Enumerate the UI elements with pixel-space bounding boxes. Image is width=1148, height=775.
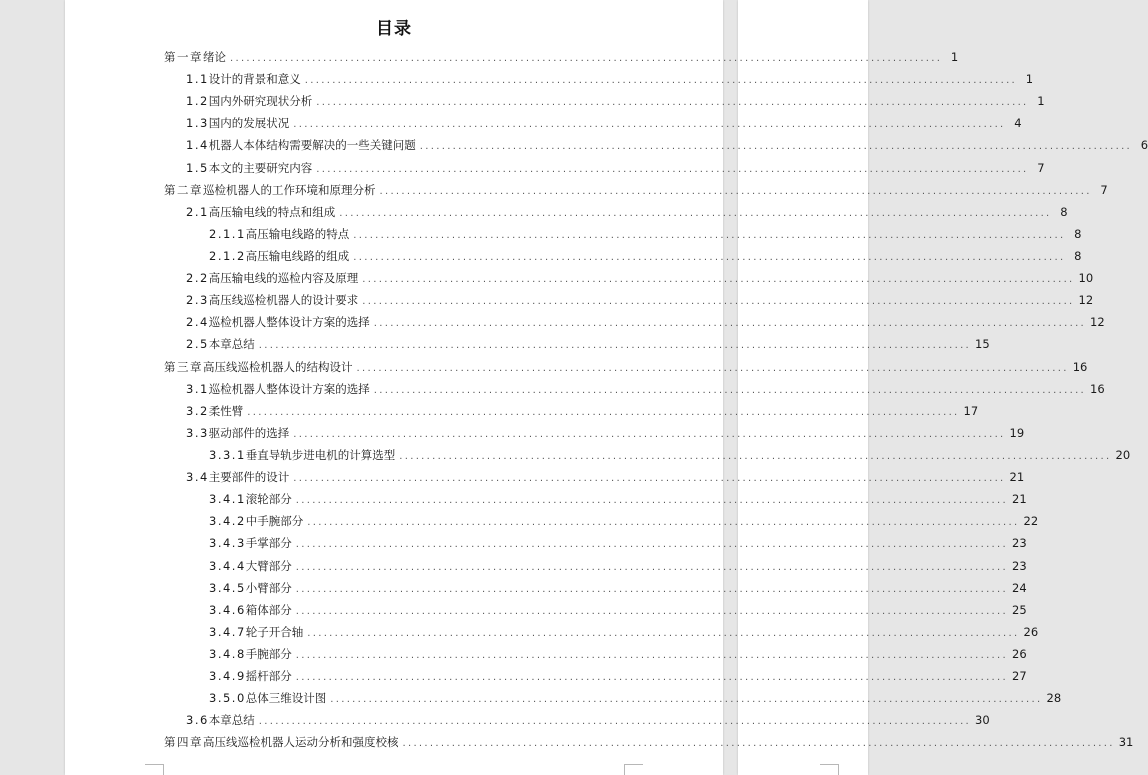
toc-page-number: 8	[1074, 248, 1082, 263]
toc-entry[interactable]	[164, 488, 1027, 510]
toc-page-number: 19	[1009, 425, 1025, 440]
toc-entry-title: 高压线巡检机器人的结构设计	[203, 359, 353, 374]
toc-entry-title: 总体三维设计图	[245, 691, 327, 706]
toc-page-number: 25	[1012, 602, 1027, 617]
toc-entry-number: 第三章	[164, 359, 203, 374]
toc-leader-dots: ..................................................................................................................................	[362, 296, 1075, 308]
toc-entry-number: 2.4	[186, 315, 209, 330]
toc-page-number: 1	[950, 50, 959, 64]
toc-entry-title: 绪论	[203, 50, 226, 64]
toc-page-number: 28	[1046, 691, 1062, 706]
toc-entry-number: 3.3	[186, 425, 209, 440]
toc-leader-dots: ..................................................................................................................................	[353, 251, 1066, 263]
toc-entry-number: 1.5	[186, 160, 209, 175]
toc-leader-dots: ..................................................................................................................................	[295, 495, 1008, 507]
toc-entry[interactable]	[164, 599, 1027, 621]
toc-entry-title: 手掌部分	[245, 536, 292, 551]
toc-entry[interactable]	[164, 68, 1034, 90]
toc-page-number: 7	[1100, 182, 1108, 197]
toc-leader-dots: ..................................................................................................................................	[295, 539, 1008, 551]
toc-entry-title: 驱动部件的选择	[208, 425, 290, 440]
toc-entry-title: 中手腕部分	[245, 514, 304, 529]
toc-entry-title: 高压线巡检机器人的设计要求	[208, 293, 359, 308]
toc-entry[interactable]	[164, 90, 1045, 112]
toc-entry-number: 2.1.2	[209, 248, 246, 263]
toc-leader-dots: ..................................................................................................................................	[330, 694, 1043, 706]
toc-entry-title: 大臂部分	[245, 558, 292, 573]
toc-entry[interactable]	[164, 289, 1094, 311]
toc-entry[interactable]	[164, 510, 1039, 532]
toc-entry[interactable]	[164, 311, 1105, 333]
toc-entry-title: 巡检机器人整体设计方案的选择	[208, 315, 370, 330]
toc-leader-dots: ..................................................................................................................................	[295, 605, 1008, 617]
toc-entry[interactable]	[164, 687, 1062, 709]
toc-entry[interactable]	[164, 555, 1027, 577]
toc-entry-number: 第一章	[164, 50, 203, 64]
toc-page-number: 22	[1023, 514, 1039, 529]
toc-entry-title: 本章总结	[208, 713, 255, 728]
toc-leader-dots: ..................................................................................................................................	[230, 53, 943, 64]
toc-entry-title: 本文的主要研究内容	[208, 160, 313, 175]
toc-entry-number: 2.1.1	[209, 226, 246, 241]
toc-entry-number: 1.1	[186, 72, 209, 87]
toc-entry-number: 3.4.2	[209, 514, 246, 529]
toc-entry-number: 2.1	[186, 204, 209, 219]
toc-entry[interactable]	[164, 267, 1094, 289]
toc-entry-number: 3.5.0	[209, 691, 246, 706]
toc-entry[interactable]	[164, 731, 1134, 753]
toc-entry-number: 3.4.4	[209, 558, 246, 573]
toc-leader-dots: ..................................................................................................................................	[295, 583, 1008, 595]
toc-page-number: 7	[1037, 160, 1045, 175]
toc-page-number: 23	[1012, 536, 1027, 551]
toc-entry-number: 1.2	[186, 94, 209, 109]
toc-leader-dots: ..................................................................................................................................	[293, 473, 1006, 485]
toc-leader-dots: ..................................................................................................................................	[339, 207, 1052, 219]
toc-entry[interactable]	[164, 532, 1027, 554]
toc-entry-number: 1.3	[186, 116, 209, 131]
toc-entry-title: 轮子开合轴	[245, 624, 304, 639]
toc-entry-number: 3.1	[186, 381, 209, 396]
toc-leader-dots: ..................................................................................................................................	[399, 450, 1112, 462]
toc-entry-number: 3.4.6	[209, 602, 246, 617]
toc-page-number: 12	[1078, 293, 1094, 308]
toc-page-number: 17	[963, 403, 979, 418]
toc-entry-number: 3.4.1	[209, 492, 246, 507]
toc-entry[interactable]	[164, 577, 1027, 599]
toc-entry-title: 小臂部分	[245, 580, 292, 595]
toc-entry-title: 高压输电线的巡检内容及原理	[208, 271, 359, 286]
toc-entry[interactable]	[164, 134, 1148, 156]
toc-entry-title: 高压线巡检机器人运动分析和强度校核	[203, 735, 399, 750]
toc-page-number: 10	[1078, 271, 1094, 286]
toc-leader-dots: ..................................................................................................................................	[307, 627, 1020, 639]
toc-entry-number: 3.4.3	[209, 536, 246, 551]
toc-entry-title: 滚轮部分	[245, 492, 292, 507]
toc-leader-dots: ..................................................................................................................................	[295, 672, 1008, 684]
toc-entry-title: 巡检机器人的工作环境和原理分析	[203, 182, 376, 197]
toc-leader-dots: ..................................................................................................................................	[379, 185, 1092, 197]
toc-page-number: 31	[1118, 735, 1134, 750]
toc-entry-title: 国内的发展状况	[208, 116, 290, 131]
toc-entry-title: 摇杆部分	[245, 669, 292, 684]
toc-entry[interactable]	[164, 223, 1082, 245]
toc-entry[interactable]	[164, 378, 1105, 400]
toc-page-number: 20	[1115, 447, 1131, 462]
toc-entry[interactable]	[164, 444, 1131, 466]
page-corner-mark	[820, 764, 839, 775]
toc-entry-number: 第四章	[164, 735, 203, 750]
toc-entry[interactable]	[164, 422, 1025, 444]
toc-leader-dots: ..................................................................................................................................	[373, 384, 1087, 396]
toc-leader-dots: ..................................................................................................................................	[316, 97, 1029, 109]
toc-page-number: 16	[1072, 359, 1088, 374]
toc-entry-number: 3.4.7	[209, 624, 246, 639]
toc-entry-title: 主要部件的设计	[208, 470, 290, 485]
toc-page-number: 26	[1012, 646, 1027, 661]
toc-entry-number: 3.4.5	[209, 580, 246, 595]
toc-leader-dots: ..................................................................................................................................	[304, 75, 1018, 87]
toc-leader-dots: ..................................................................................................................................	[295, 561, 1008, 573]
toc-entry[interactable]	[164, 333, 990, 355]
toc-entry[interactable]	[164, 621, 1039, 643]
toc-entry-number: 3.3.1	[209, 447, 246, 462]
toc-entry-number: 第二章	[164, 182, 203, 197]
toc-page-number: 6	[1140, 138, 1148, 153]
toc-page-number: 12	[1090, 315, 1105, 330]
toc-entry[interactable]	[164, 356, 1088, 378]
toc-page-number: 21	[1012, 492, 1027, 507]
toc-entry-number: 2.3	[186, 293, 209, 308]
toc-entry-title: 箱体部分	[245, 602, 292, 617]
toc-page-number: 21	[1009, 470, 1025, 485]
toc-entry[interactable]	[164, 112, 1022, 134]
toc-entry[interactable]	[164, 709, 990, 731]
toc-entry[interactable]	[164, 46, 959, 68]
toc-page-number: 8	[1060, 204, 1068, 219]
toc-leader-dots: ..................................................................................................................................	[295, 649, 1008, 661]
toc-entry-number: 2.2	[186, 271, 209, 286]
toc-leader-dots: ..................................................................................................................................	[293, 119, 1006, 131]
toc-entry-number: 2.5	[186, 337, 209, 352]
toc-leader-dots: ..................................................................................................................................	[293, 428, 1006, 440]
toc-leader-dots: ..................................................................................................................................	[316, 163, 1029, 175]
toc-page-number: 8	[1074, 226, 1082, 241]
toc-entry-title: 国内外研究现状分析	[208, 94, 313, 109]
toc-entry-title: 机器人本体结构需要解决的一些关键问题	[208, 138, 416, 153]
toc-entry[interactable]	[164, 400, 979, 422]
toc-entry[interactable]	[164, 179, 1108, 201]
toc-leader-dots: ..................................................................................................................................	[402, 738, 1115, 750]
toc-entry[interactable]	[164, 466, 1025, 488]
toc-page-number: 26	[1023, 624, 1039, 639]
toc-entry-title: 设计的背景和意义	[208, 72, 301, 87]
toc-entry-number: 3.2	[186, 403, 209, 418]
toc-entry-title: 高压输电线的特点和组成	[208, 204, 336, 219]
toc-page-number: 16	[1090, 381, 1105, 396]
toc-leader-dots: ..................................................................................................................................	[362, 274, 1075, 286]
page-corner-mark	[624, 764, 643, 775]
toc-entry[interactable]	[164, 643, 1027, 665]
toc-leader-dots: ..................................................................................................................................	[373, 318, 1087, 330]
toc-leader-dots: ..................................................................................................................................	[247, 406, 960, 418]
toc-entry-title: 高压输电线路的组成	[245, 248, 350, 263]
toc-leader-dots: ..................................................................................................................................	[353, 229, 1066, 241]
toc-entry[interactable]	[164, 665, 1027, 687]
toc-entry-number: 3.4	[186, 470, 209, 485]
toc-entry[interactable]	[164, 201, 1068, 223]
toc-entry-title: 巡检机器人整体设计方案的选择	[208, 381, 370, 396]
toc-page-number: 1	[1025, 72, 1034, 87]
toc-page-number: 1	[1037, 94, 1045, 109]
toc-entry-number: 3.4.8	[209, 646, 246, 661]
toc-leader-dots: ..................................................................................................................................	[419, 141, 1133, 153]
toc-leader-dots: ..................................................................................................................................	[258, 716, 972, 728]
toc-page-number: 23	[1012, 558, 1027, 573]
toc-entry[interactable]	[164, 157, 1045, 179]
toc-entry-number: 3.4.9	[209, 669, 246, 684]
toc-entry-title: 垂直导轨步进电机的计算选型	[245, 447, 396, 462]
toc-entry-title: 本章总结	[208, 337, 255, 352]
table-of-contents	[164, 46, 1148, 754]
toc-entry[interactable]	[164, 245, 1082, 267]
toc-leader-dots: ..................................................................................................................................	[258, 340, 972, 352]
toc-entry-title: 高压输电线路的特点	[245, 226, 350, 241]
toc-page-number: 30	[975, 713, 990, 728]
toc-entry-number: 1.4	[186, 138, 209, 153]
toc-entry-number: 3.6	[186, 713, 209, 728]
toc-page-number: 27	[1012, 669, 1027, 684]
toc-page-number: 15	[975, 337, 990, 352]
toc-leader-dots: ..................................................................................................................................	[307, 517, 1020, 529]
toc-entry-title: 手腕部分	[245, 646, 292, 661]
toc-title: 目录	[376, 19, 412, 39]
toc-leader-dots: ..................................................................................................................................	[356, 362, 1069, 374]
toc-page-number: 24	[1012, 580, 1027, 595]
page-corner-mark	[145, 764, 164, 775]
toc-entry-title: 柔性臂	[208, 403, 244, 418]
toc-page-number: 4	[1014, 116, 1022, 131]
